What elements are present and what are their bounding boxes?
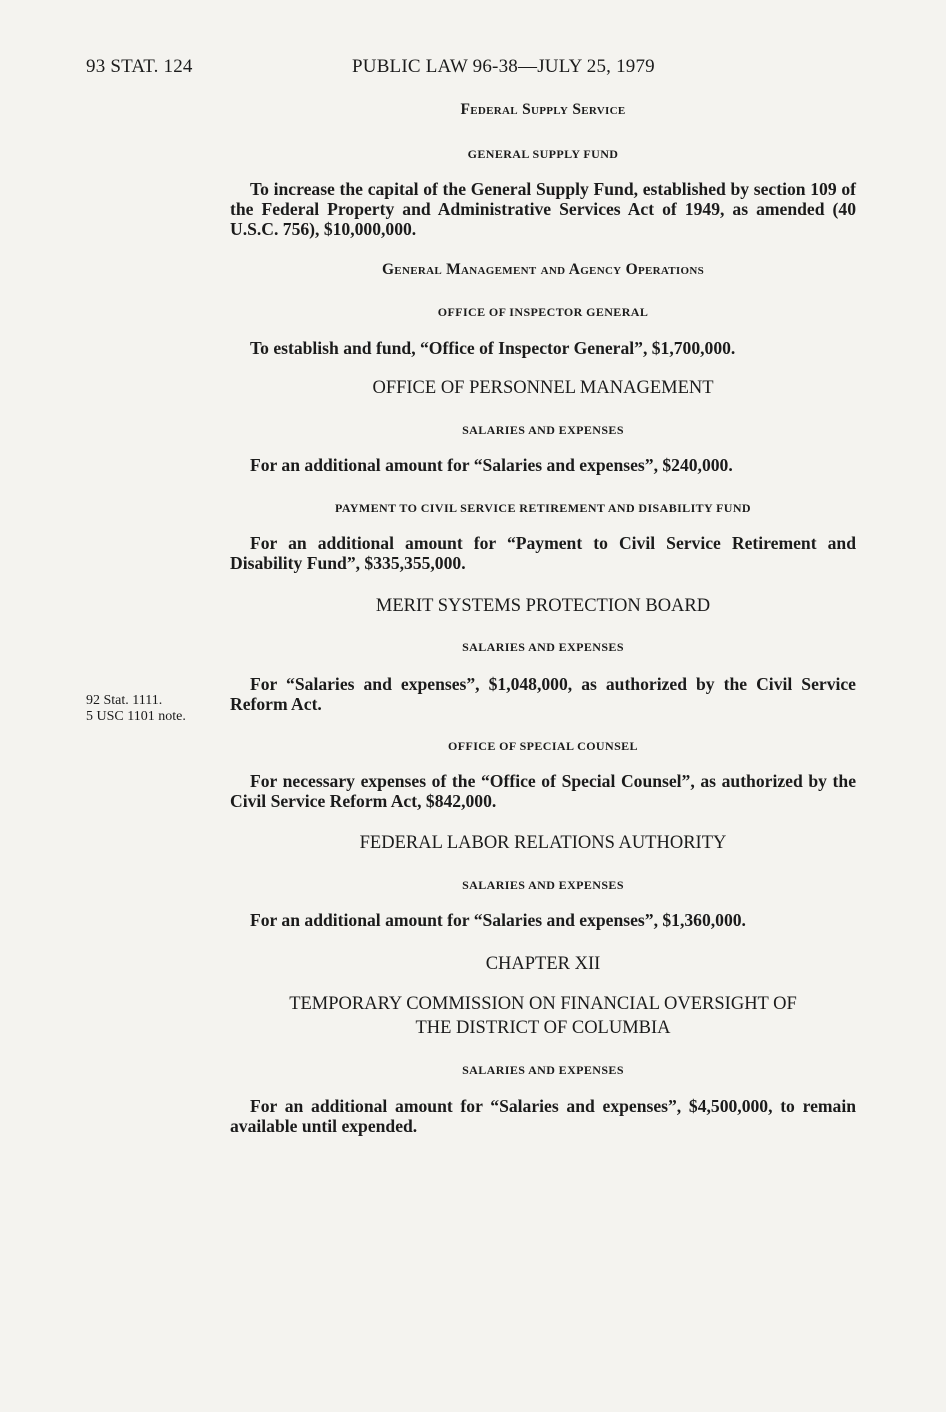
chapter-title: CHAPTER XII (485, 954, 601, 974)
margin-note-stat: 92 Stat. 1111. (86, 693, 163, 708)
commission-heading-line1: TEMPORARY COMMISSION ON FINANCIAL OVERSIGHT OF (289, 994, 797, 1014)
general-supply-fund-paragraph: To increase the capital of the General Supply Fund, established by section 109 of the Federal Property and Administrative Services Act of 1949, as amended (40 U.S.C. 756), $10,000,000. (230, 179, 856, 239)
retirement-fund-subheading: PAYMENT TO CIVIL SERVICE RETIREMENT AND DISABILITY FUND (334, 501, 751, 515)
commission-salaries-subheading: SALARIES AND EXPENSES (462, 1063, 624, 1077)
inspector-general-paragraph: To establish and fund, “Office of Inspector General”, $1,700,000. (250, 338, 736, 358)
mspb-salaries-paragraph: For “Salaries and expenses”, $1,048,000, as authorized by the Civil Service Reform Act. (230, 674, 856, 714)
general-supply-fund-subheading: GENERAL SUPPLY FUND (467, 147, 619, 161)
margin-note (86, 693, 186, 725)
opm-salaries-subheading: SALARIES AND EXPENSES (462, 423, 624, 437)
opm-heading: OFFICE OF PERSONNEL MANAGEMENT (372, 378, 714, 398)
flra-heading: FEDERAL LABOR RELATIONS AUTHORITY (359, 833, 727, 853)
page-number: 93 STAT. 124 (86, 56, 193, 77)
flra-salaries-paragraph: For an additional amount for “Salaries and expenses”, $1,360,000. (250, 910, 746, 930)
margin-note-usc: 5 USC 1101 note. (86, 709, 186, 724)
special-counsel-subheading: OFFICE OF SPECIAL COUNSEL (448, 739, 638, 753)
retirement-fund-paragraph: For an additional amount for “Payment to Civil Service Retirement and Disability Fund”, $335,355,000. (230, 533, 856, 573)
commission-heading-line2: THE DISTRICT OF COLUMBIA (415, 1018, 671, 1038)
special-counsel-paragraph: For necessary expenses of the “Office of Special Counsel”, as authorized by the Civil Service Reform Act, $842,000. (230, 771, 856, 811)
inspector-general-subheading: OFFICE OF INSPECTOR GENERAL (437, 305, 649, 319)
federal-supply-service-heading: Federal Supply Service (460, 101, 626, 118)
running-head: PUBLIC LAW 96-38—JULY 25, 1979 (352, 56, 655, 77)
mspb-salaries-subheading: SALARIES AND EXPENSES (462, 640, 624, 654)
opm-salaries-paragraph: For an additional amount for “Salaries and expenses”, $240,000. (250, 455, 733, 475)
commission-salaries-paragraph: For an additional amount for “Salaries and expenses”, $4,500,000, to remain available until expended. (230, 1096, 856, 1136)
mspb-heading: MERIT SYSTEMS PROTECTION BOARD (375, 596, 711, 616)
flra-salaries-subheading: SALARIES AND EXPENSES (462, 878, 624, 892)
general-management-heading: General Management and Agency Operations (381, 261, 705, 278)
